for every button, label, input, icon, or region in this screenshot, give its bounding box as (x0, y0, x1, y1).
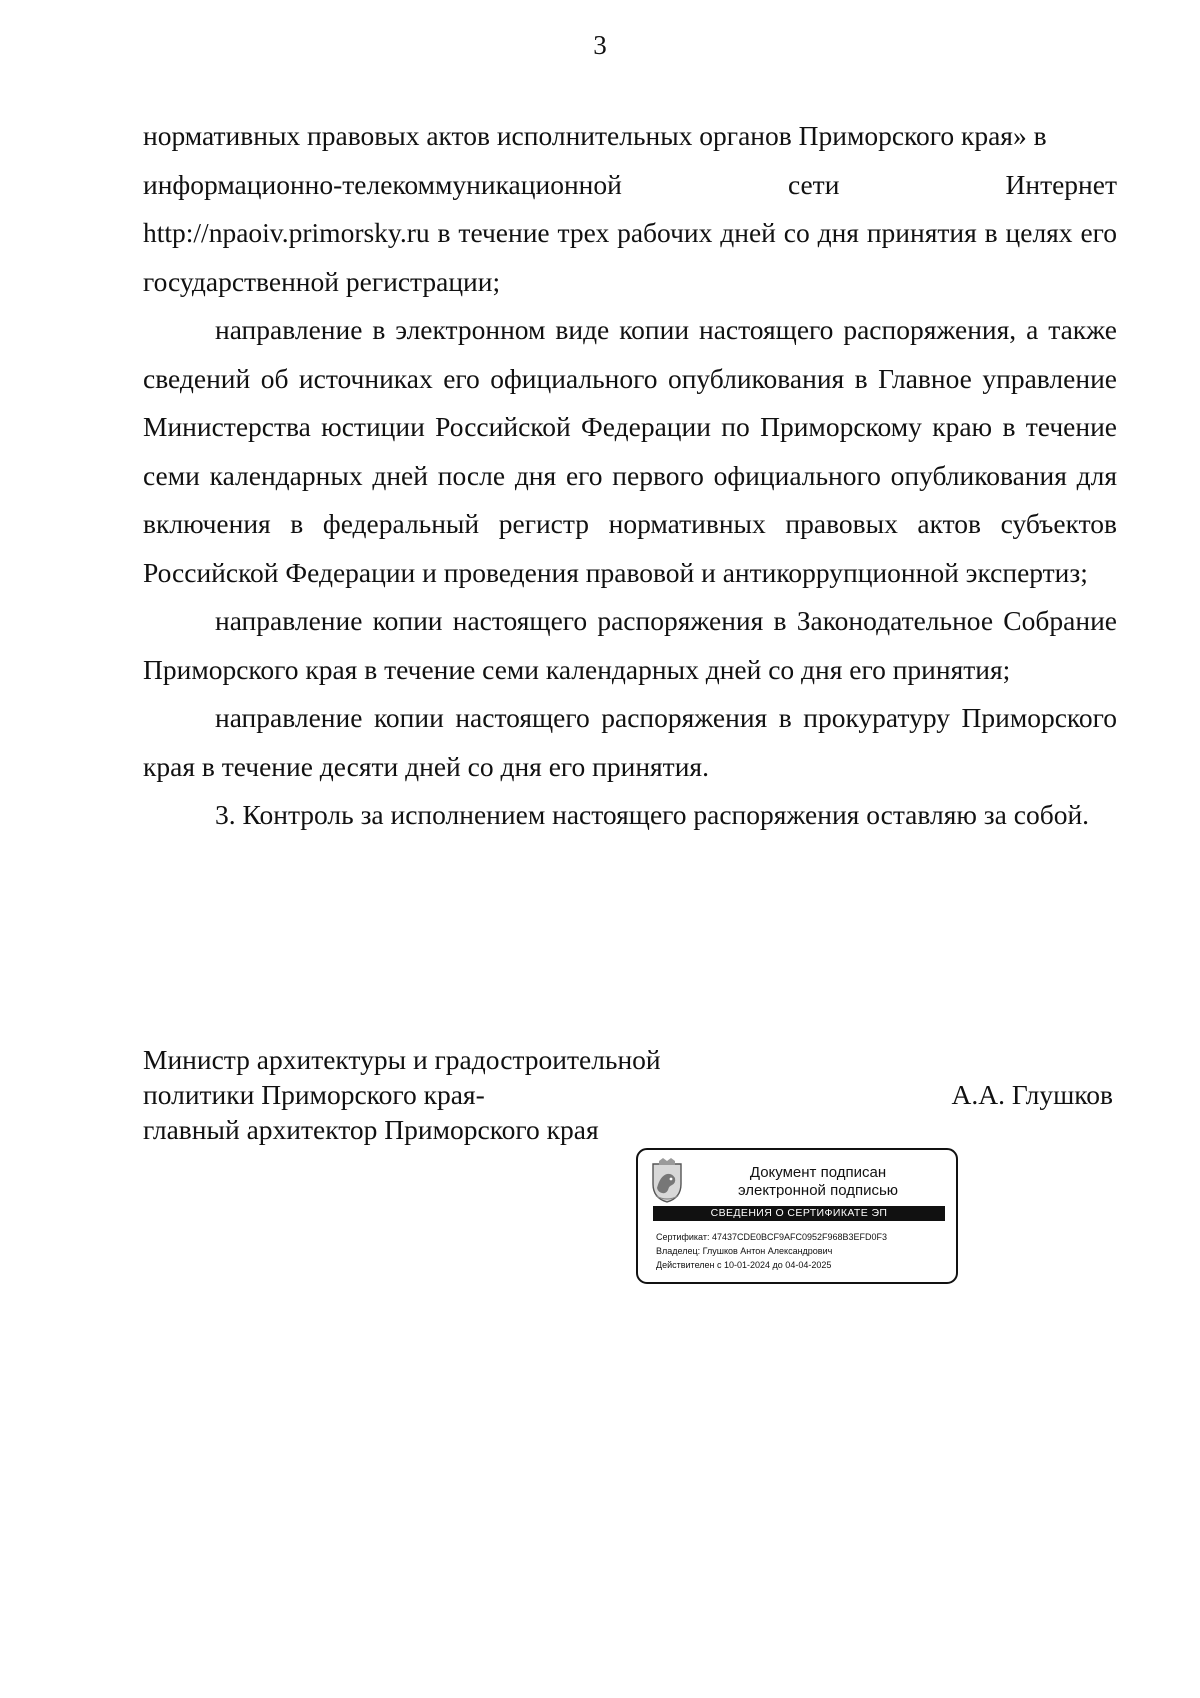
paragraph-3: направление копии настоящего распоряжения в Законодательное Собрание Приморского края в течение семи календарных дней со дня его принятия; (143, 605, 1117, 685)
coat-of-arms-icon (650, 1158, 684, 1204)
signer-position (143, 1042, 661, 1147)
signer-position-line-1: Министр архитектуры и градостроительной (143, 1044, 661, 1075)
electronic-signature-stamp (636, 1148, 958, 1284)
certificate-validity: Действителен с 10-01-2024 до 04-04-2025 (656, 1260, 832, 1270)
paragraph-2: направление в электронном виде копии настоящего распоряжения, а также сведений об источниках его официального опубликования в Главное управление Министерства юстиции Российской Федерации по Приморскому краю в течение семи календарных дней после дня его первого официального опубликования для включения в федеральный регистр нормативных правовых актов субъектов Российской Федерации и проведения правовой и антикоррупционной экспертиз; (143, 314, 1117, 588)
paragraph-1-word-1: информационно-телекоммуникационной (143, 168, 622, 200)
certificate-details (656, 1230, 887, 1272)
stamp-title (698, 1164, 938, 1200)
paragraph-4: направление копии настоящего распоряжения в прокуратуру Приморского края в течение десяти дней со дня его принятия. (143, 702, 1117, 782)
certificate-number: Сертификат: 47437CDE0BCF9AFC0952F968B3EFD0F3 (656, 1232, 888, 1242)
paragraph-1-line-2 (143, 161, 1117, 210)
signer-name: А.А. Глушков (951, 1079, 1113, 1110)
paragraph-1-line-1-text: нормативных правовых актов исполнительных органов Приморского края» в (143, 120, 1047, 151)
signer-position-line-2: политики Приморского края- (143, 1079, 485, 1110)
page-number: 3 (593, 30, 607, 60)
paragraph-1-rest: http://npaoiv.primorsky.ru в течение трех рабочих дней со дня принятия в целях его государственной регистрации; (143, 217, 1117, 297)
certificate-owner: Владелец: Глушков Антон Александрович (656, 1246, 833, 1256)
paragraph-1-word-3: Интернет (1005, 168, 1117, 200)
paragraph-1-line-1 (143, 112, 1117, 161)
paragraph-5: 3. Контроль за исполнением настоящего распоряжения оставляю за собой. (215, 799, 1090, 830)
stamp-title-line-1: Документ подписан (749, 1164, 887, 1181)
signer-position-line-3: главный архитектор Приморского края (143, 1114, 599, 1145)
paragraph-1-word-2: сети (787, 168, 840, 200)
certificate-info-bar: СВЕДЕНИЯ О СЕРТИФИКАТЕ ЭП (653, 1206, 945, 1221)
document-body (143, 112, 1117, 840)
stamp-title-line-2: электронной подписью (737, 1182, 899, 1199)
